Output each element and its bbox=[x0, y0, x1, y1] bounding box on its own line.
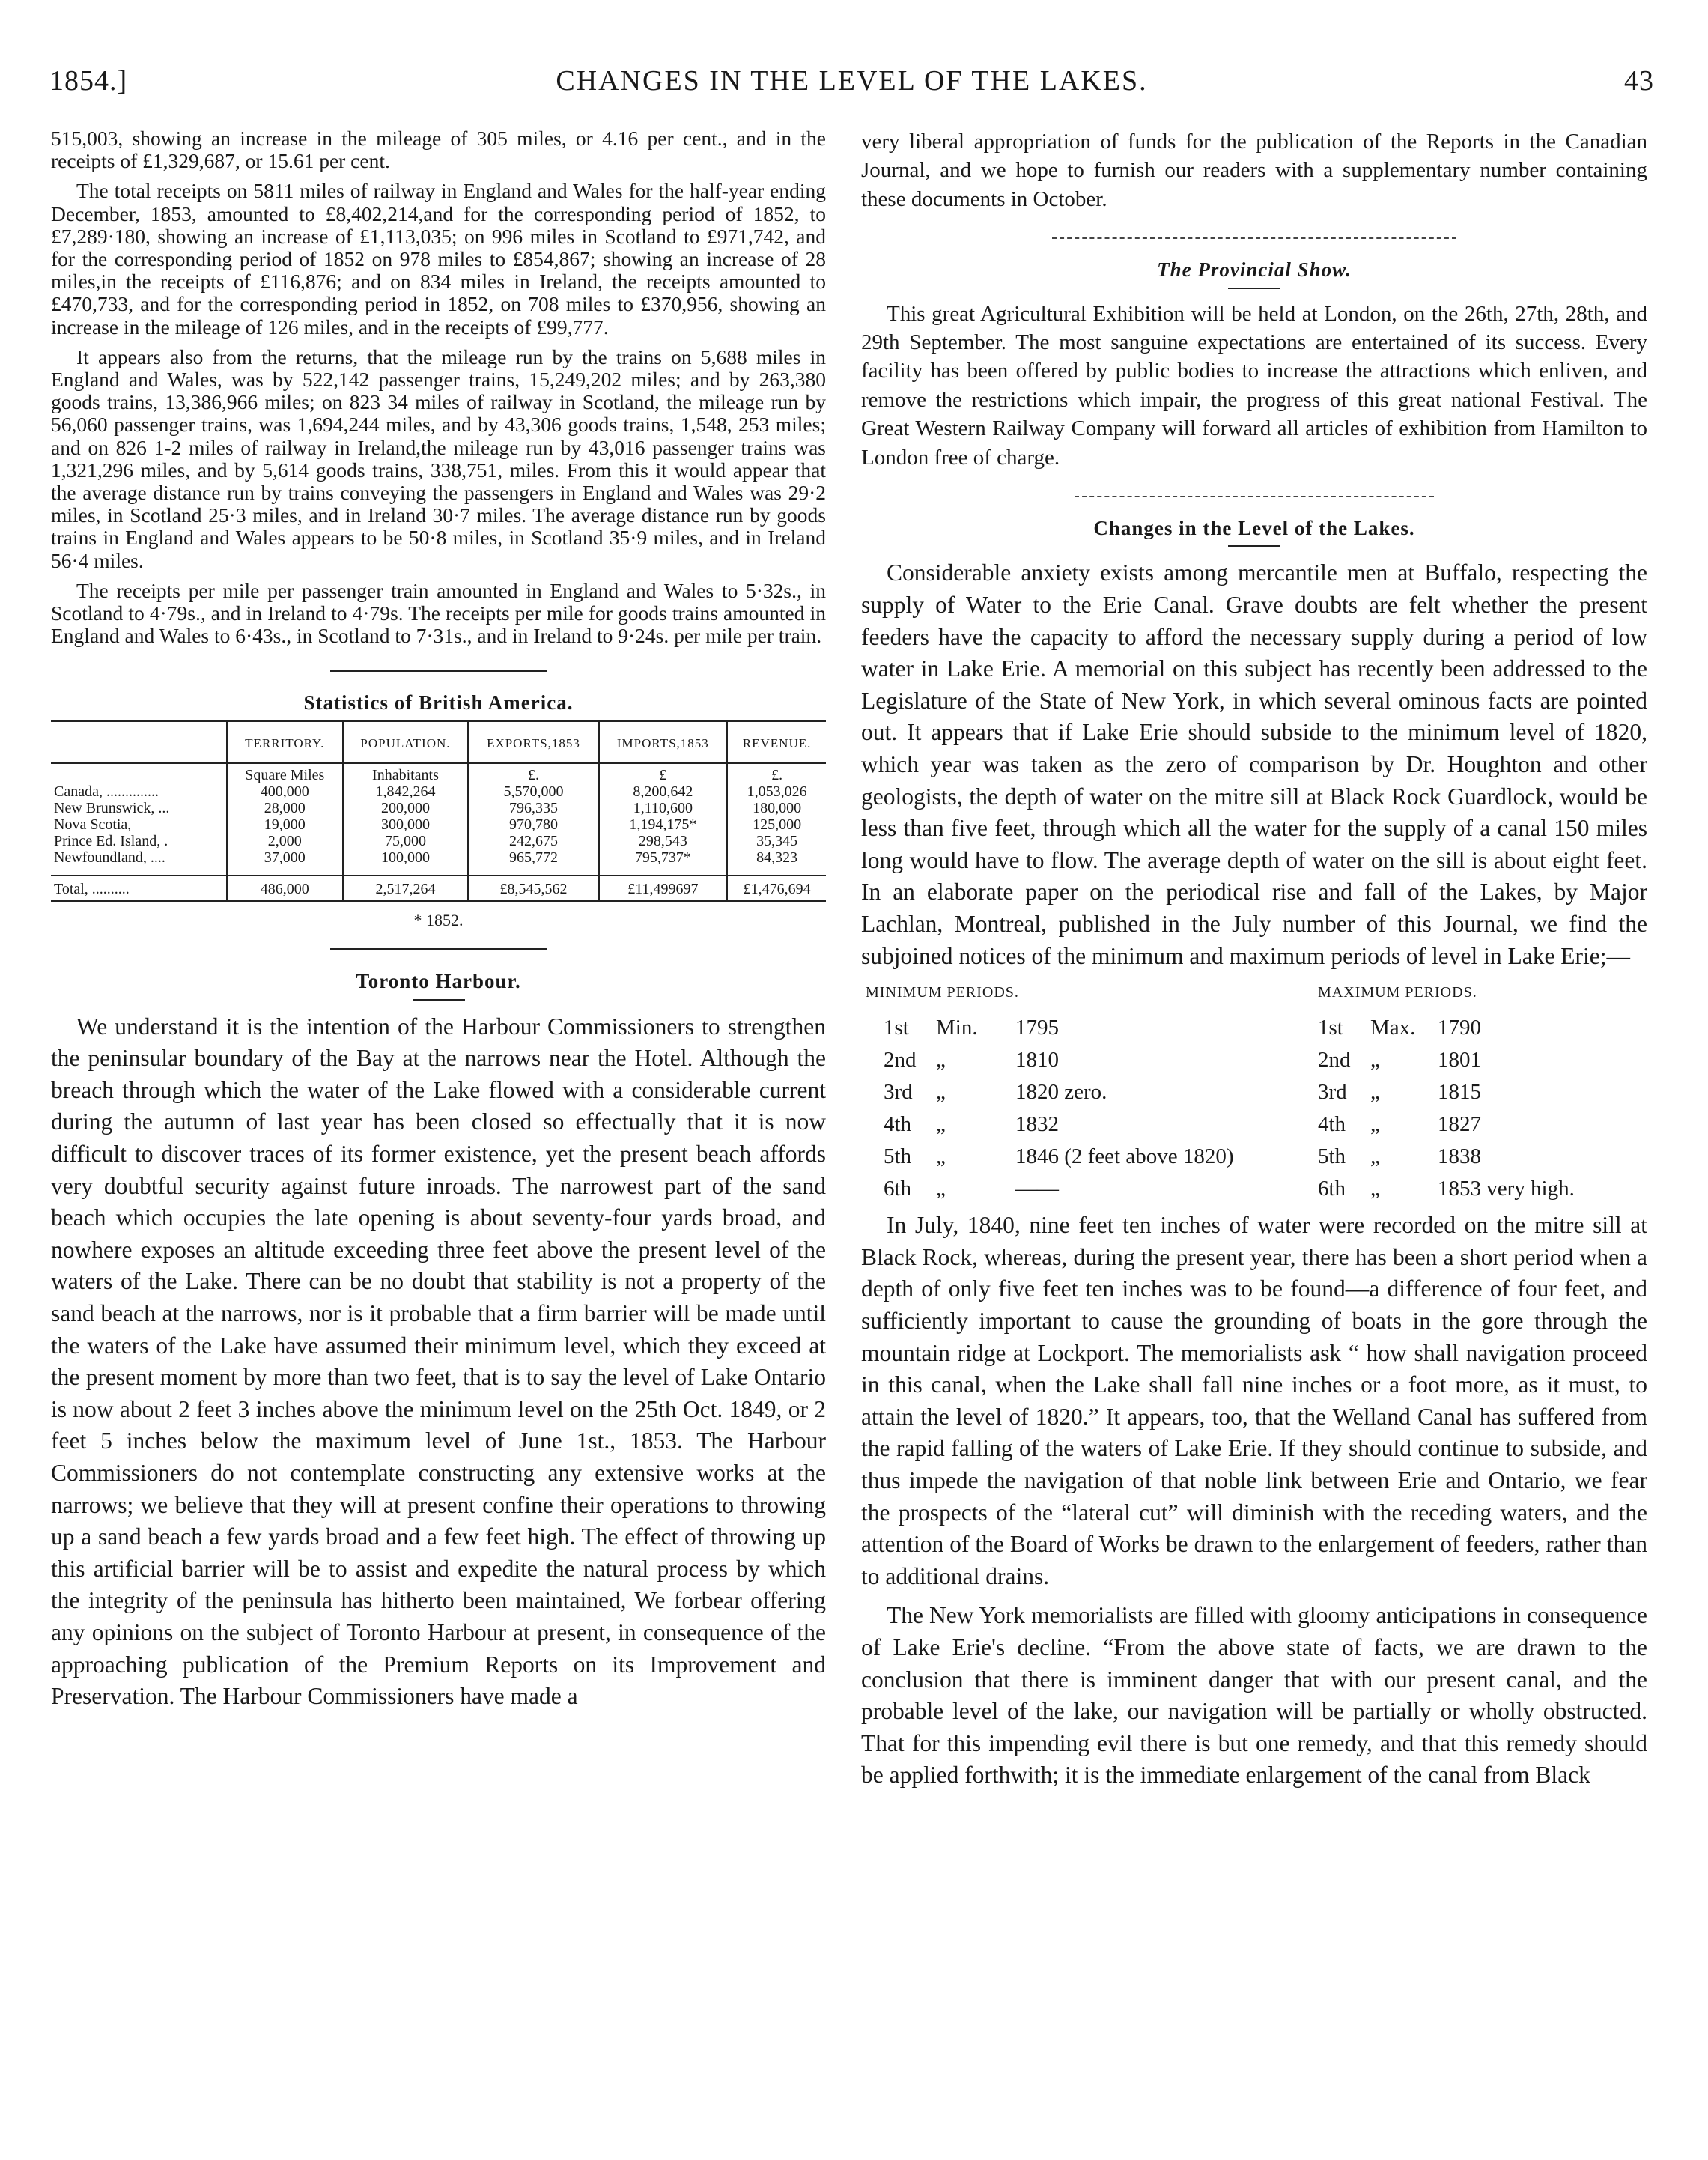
min-ordinal: 1st bbox=[884, 1016, 909, 1040]
stats-cell: New Brunswick, ... bbox=[54, 799, 170, 816]
stats-cell bbox=[51, 763, 227, 783]
stats-header-cell bbox=[51, 721, 227, 763]
stats-cell: £ bbox=[599, 763, 728, 783]
stats-cell: 200,000 bbox=[343, 800, 469, 816]
min-ordinal: 5th bbox=[884, 1144, 912, 1169]
header-year: 1854.] bbox=[49, 65, 128, 97]
stats-cell: Canada, .............. bbox=[54, 783, 159, 800]
max-ordinal: 2nd bbox=[1318, 1048, 1351, 1073]
stats-cell: 5,570,000 bbox=[468, 783, 598, 800]
stats-cell: 970,780 bbox=[468, 816, 598, 833]
stats-title: Statistics of British America. bbox=[303, 691, 574, 715]
section-divider bbox=[330, 948, 547, 950]
stats-cell: £8,545,562 bbox=[468, 876, 598, 901]
section-divider bbox=[1075, 496, 1434, 497]
list-item bbox=[861, 1141, 1647, 1173]
max-mark: „ bbox=[1370, 1048, 1380, 1073]
stats-total-row bbox=[51, 876, 826, 901]
max-periods-header: MAXIMUM PERIODS. bbox=[1318, 984, 1477, 1001]
max-mark: „ bbox=[1370, 1112, 1380, 1137]
stats-cell: 84,323 bbox=[727, 849, 826, 876]
stats-cell: Total, .......... bbox=[54, 880, 130, 897]
right-column bbox=[861, 127, 1647, 1799]
min-mark: „ bbox=[936, 1112, 946, 1137]
stats-cell: 1,053,026 bbox=[727, 783, 826, 800]
stats-cell: 796,335 bbox=[468, 800, 598, 816]
list-item bbox=[861, 1108, 1647, 1141]
max-ordinal: 6th bbox=[1318, 1177, 1346, 1201]
max-mark: „ bbox=[1370, 1144, 1380, 1169]
min-mark: „ bbox=[936, 1144, 946, 1169]
railway-paragraph-2: The total receipts on 5811 miles of railway in England and Wales for the half-year ending December, 1853, amounted to £8,402,214,and for the corresponding period of 1852, to £7,289·180, showing an increase of £1,113,035; on 996 miles in Scotland to £971,742, and for the corresponding period of 1852 on 978 miles to £854,867; showing an increase of 28 miles,in the receipts of £116,876; and on 834 miles in Ireland, the receipts amounted to £470,733, and for the corresponding period in 1852, on 708 miles to £370,956, showing an increase in the mileage of 126 miles, and in the receipts of £99,777. bbox=[51, 179, 826, 339]
stats-header-cell: POPULATION. bbox=[343, 721, 469, 763]
stats-cell: Square Miles bbox=[227, 763, 343, 783]
min-mark: Min. bbox=[936, 1016, 978, 1040]
min-year: 1795 bbox=[1015, 1016, 1059, 1040]
railway-paragraph-3: It appears also from the returns, that the mileage run by the trains on 5,688 miles in England and Wales, was by 522,142 passenger trains, 15,249,202 miles; and by 263,380 goods trains, 13,386,966 miles; on 823 34 miles of railway in Scotland, the mileage run by 56,060 passenger trains, was 1,694,244 miles, and by 43,306 goods trains, 1,548, 253 miles; and on 826 1-2 miles of railway in Ireland,the mileage run by 43,016 passenger trains was 1,321,296 miles, and by 5,614 goods trains, 338,751, miles. From this it would appear that the average distance run by trains conveying the passengers in England and Wales was 29·2 miles, in Scotland 25·3 miles, and in Ireland 30·7 miles. The average distance run by goods trains in England and Wales appears to be 50·8 miles, in Scotland 35·9 miles, and in Ireland 56·4 miles. bbox=[51, 345, 826, 572]
min-periods-header: MINIMUM PERIODS. bbox=[866, 984, 1019, 1001]
max-mark: „ bbox=[1370, 1080, 1380, 1105]
max-year: 1815 bbox=[1438, 1080, 1481, 1105]
max-ordinal: 5th bbox=[1318, 1144, 1346, 1169]
show-paragraph: This great Agricultural Exhibition will be held at London, on the 26th, 27th, 28th, and 29th September. The most sanguine expectations are entertained of its success. Every facility has been offered by public bodies to increase the attractions which enliven, and remove the restrictions which impair, the progress of this great national Festival. The Great Western Railway Company will forward all articles of exhibition from Hamilton to London free of charge. bbox=[861, 301, 1647, 470]
max-ordinal: 3rd bbox=[1318, 1080, 1347, 1105]
max-mark: „ bbox=[1370, 1177, 1380, 1201]
min-year: —— bbox=[1015, 1177, 1059, 1201]
table-row bbox=[51, 816, 826, 833]
toronto-paragraph: We understand it is the intention of the Harbour Commissioners to strengthen the peninsular boundary of the Bay at the narrows near the Hotel. Although the breach through which the water of the Lake flowed with a considerable current during the autumn of last year has been closed so effectually that it is now difficult to discover traces of its former existence, yet the present beach affords very doubtful security against future inroads. The narrowest part of the sand beach which occupies the late opening is about seventy-four yards broad, and nowhere exposes an altitude exceeding three feet above the present level of the waters of the Lake. There can be no doubt that stability is not a property of the sand beach at the narrows, nor is it probable that a firm barrier will be made until the waters of the Lake have assumed their minimum level, which they exceed at the present moment by more than two feet, that is to say the level of Lake Ontario is now about 2 feet 3 inches above the minimum level on the 25th Oct. 1849, or 2 feet 5 inches below the maximum level of June 1st., 1853. The Harbour Commissioners do not contemplate constructing any extensive works at the narrows; we believe that they will at present confine their operations to throwing up a sand beach a few yards broad and a few feet high. The effect of throwing up this artificial barrier will be to assist and expedite the natural process by which the integrity of the peninsula has hitherto been maintained, We forbear offering any opinions on the subject of Toronto Harbour at present, in consequence of the approaching publication of the Premium Reports on its Improvement and Preservation. The Harbour Commissioners have made a bbox=[51, 1013, 826, 1710]
stats-cell: 125,000 bbox=[727, 816, 826, 833]
stats-cell: £11,499697 bbox=[599, 876, 728, 901]
list-item bbox=[861, 1173, 1647, 1205]
lakes-paragraph-2: In July, 1840, nine feet ten inches of water were recorded on the mitre sill at Black Rock, whereas, during the present year, there has been a short period when a depth of only five feet ten inches was to be found—a difference of four feet, and sufficiently important to cause the grounding of boats in the gore through the mountain ridge at Lockport. The memorialists ask “ how shall navigation proceed in this canal, when the Lake shall fall nine inches or a foot more, as it must, to attain the level of 1820.” It appears, too, that the Welland Canal has suffered from the rapid falling of the waters of Lake Erie. If they should continue to subside, and thus impede the navigation of that noble link between Erie and Ontario, we fear the prospects of the “lateral cut” will diminish with the receding waters, and the attention of the Board of Works be drawn to the enlargement of feeders, rather than to additional drains. bbox=[861, 1212, 1647, 1589]
min-ordinal: 2nd bbox=[884, 1048, 917, 1073]
periods-header-row bbox=[861, 980, 1647, 1012]
stats-cell: Inhabitants bbox=[343, 763, 469, 783]
periods-table bbox=[861, 980, 1647, 1205]
lakes-paragraph-1: Considerable anxiety exists among mercantile men at Buffalo, respecting the supply of Water to the Erie Canal. Grave doubts are felt whether the present feeders have the capacity to afford the necessary supply during a period of low water in Lake Erie. A memorial on this subject has recently been addressed to the Legislature of the State of New York, in which several ominous facts are pointed out. It appears that if Lake Erie should subside to the minimum level of 1820, which year was taken as the zero of comparison by Dr. Houghton and other geologists, the depth of water on the mitre sill at Black Rock Guardlock, would be less than five feet, through which all the water for the supply of a canal 150 miles long would have to flow. The average depth of water on the sill is about eight feet. In an elaborate paper on the periodical rise and fall of the Lakes, by Major Lachlan, Montreal, published in the July number of this Journal, we find the subjoined notices of the minimum and maximum periods of level in Lake Erie;— bbox=[861, 559, 1647, 969]
section-divider bbox=[1052, 237, 1456, 239]
max-ordinal: 1st bbox=[1318, 1016, 1343, 1040]
stats-cell: 400,000 bbox=[227, 783, 343, 800]
stats-cell: 2,517,264 bbox=[343, 876, 469, 901]
stats-header-cell: REVENUE. bbox=[727, 721, 826, 763]
left-column bbox=[51, 127, 826, 1720]
stats-cell: 180,000 bbox=[727, 800, 826, 816]
header-title: CHANGES IN THE LEVEL OF THE LAKES. bbox=[556, 65, 1148, 97]
railway-paragraph-4: The receipts per mile per passenger train amounted in England and Wales to 5·32s., in Scotland to 4·79s., and in Ireland to 4·79s. The receipts per mile for goods trains amounted in England and Wales to 6·43s., in Scotland to 7·31s., and in Ireland to 9·24s. per mile per train. bbox=[51, 578, 826, 648]
lakes-paragraph-3: The New York memorialists are filled with gloomy anticipations in consequence of Lake Erie's decline. “From the above state of facts, we are drawn to the conclusion that there is imminent danger that with our present canal, and the probable level of the lake, our navigation will be partially or wholly obstructed. That for this impending evil there is but one remedy, and that this remedy should be applied forthwith; it is the immediate enlargement of the canal from Black bbox=[861, 1602, 1647, 1789]
table-row bbox=[51, 800, 826, 816]
toronto-title: Toronto Harbour. bbox=[356, 970, 521, 993]
max-year: 1827 bbox=[1438, 1112, 1481, 1137]
stats-cell: 298,543 bbox=[599, 833, 728, 849]
stats-cell: 19,000 bbox=[227, 816, 343, 833]
title-underline bbox=[1228, 288, 1280, 289]
min-ordinal: 3rd bbox=[884, 1080, 913, 1105]
min-mark: „ bbox=[936, 1177, 946, 1201]
stats-cell: £. bbox=[727, 763, 826, 783]
stats-cell: 965,772 bbox=[468, 849, 598, 876]
min-mark: „ bbox=[936, 1048, 946, 1073]
title-underline bbox=[413, 999, 465, 1001]
railway-paragraph-1: 515,003, showing an increase in the mileage of 305 miles, or 4.16 per cent., and in the receipts of £1,329,687, or 15.61 per cent. bbox=[51, 127, 826, 173]
list-item bbox=[861, 1012, 1647, 1044]
min-ordinal: 6th bbox=[884, 1177, 912, 1201]
stats-cell: 35,345 bbox=[727, 833, 826, 849]
stats-cell: £1,476,694 bbox=[727, 876, 826, 901]
table-row bbox=[51, 849, 826, 876]
title-underline bbox=[1228, 545, 1280, 547]
stats-table bbox=[51, 720, 826, 902]
min-year: 1846 (2 feet above 1820) bbox=[1015, 1144, 1234, 1169]
journal-paragraph: very liberal appropriation of funds for the publication of the Reports in the Canadian Journal, and we hope to furnish our readers with a supplementary number containing these documents in October. bbox=[861, 130, 1647, 211]
stats-header-cell: TERRITORY. bbox=[227, 721, 343, 763]
min-year: 1820 zero. bbox=[1015, 1080, 1107, 1105]
stats-cell: 37,000 bbox=[227, 849, 343, 876]
stats-footnote: * 1852. bbox=[413, 910, 464, 929]
max-mark: Max. bbox=[1370, 1016, 1416, 1040]
stats-cell: 242,675 bbox=[468, 833, 598, 849]
stats-cell: 28,000 bbox=[227, 800, 343, 816]
max-ordinal: 4th bbox=[1318, 1112, 1346, 1137]
max-year: 1853 very high. bbox=[1438, 1177, 1575, 1201]
stats-cell: 75,000 bbox=[343, 833, 469, 849]
stats-header-cell: IMPORTS,1853 bbox=[599, 721, 728, 763]
min-mark: „ bbox=[936, 1080, 946, 1105]
stats-cell: 1,110,600 bbox=[599, 800, 728, 816]
table-row bbox=[51, 833, 826, 849]
stats-cell: 1,194,175* bbox=[599, 816, 728, 833]
stats-cell: Newfoundland, .... bbox=[54, 849, 165, 866]
stats-cell: 8,200,642 bbox=[599, 783, 728, 800]
stats-cell: £. bbox=[468, 763, 598, 783]
stats-cell: Nova Scotia, bbox=[54, 816, 132, 833]
max-year: 1838 bbox=[1438, 1144, 1481, 1169]
stats-cell: 100,000 bbox=[343, 849, 469, 876]
section-divider bbox=[330, 670, 547, 672]
min-ordinal: 4th bbox=[884, 1112, 912, 1137]
stats-header-cell: EXPORTS,1853 bbox=[468, 721, 598, 763]
stats-cell: 486,000 bbox=[227, 876, 343, 901]
lakes-title: Changes in the Level of the Lakes. bbox=[1093, 517, 1415, 540]
stats-header-row bbox=[51, 721, 826, 763]
list-item bbox=[861, 1076, 1647, 1108]
min-year: 1810 bbox=[1015, 1048, 1059, 1073]
table-row bbox=[51, 783, 826, 800]
stats-unit-row bbox=[51, 763, 826, 783]
stats-cell: 1,842,264 bbox=[343, 783, 469, 800]
min-year: 1832 bbox=[1015, 1112, 1059, 1137]
show-title: The Provincial Show. bbox=[1157, 258, 1352, 282]
max-year: 1801 bbox=[1438, 1048, 1481, 1073]
stats-cell: 795,737* bbox=[599, 849, 728, 876]
stats-cell: 300,000 bbox=[343, 816, 469, 833]
page-number: 43 bbox=[1624, 65, 1654, 97]
max-year: 1790 bbox=[1438, 1016, 1481, 1040]
stats-cell: 2,000 bbox=[227, 833, 343, 849]
list-item bbox=[861, 1044, 1647, 1076]
running-header bbox=[49, 64, 1654, 109]
stats-cell: Prince Ed. Island, . bbox=[54, 832, 168, 849]
